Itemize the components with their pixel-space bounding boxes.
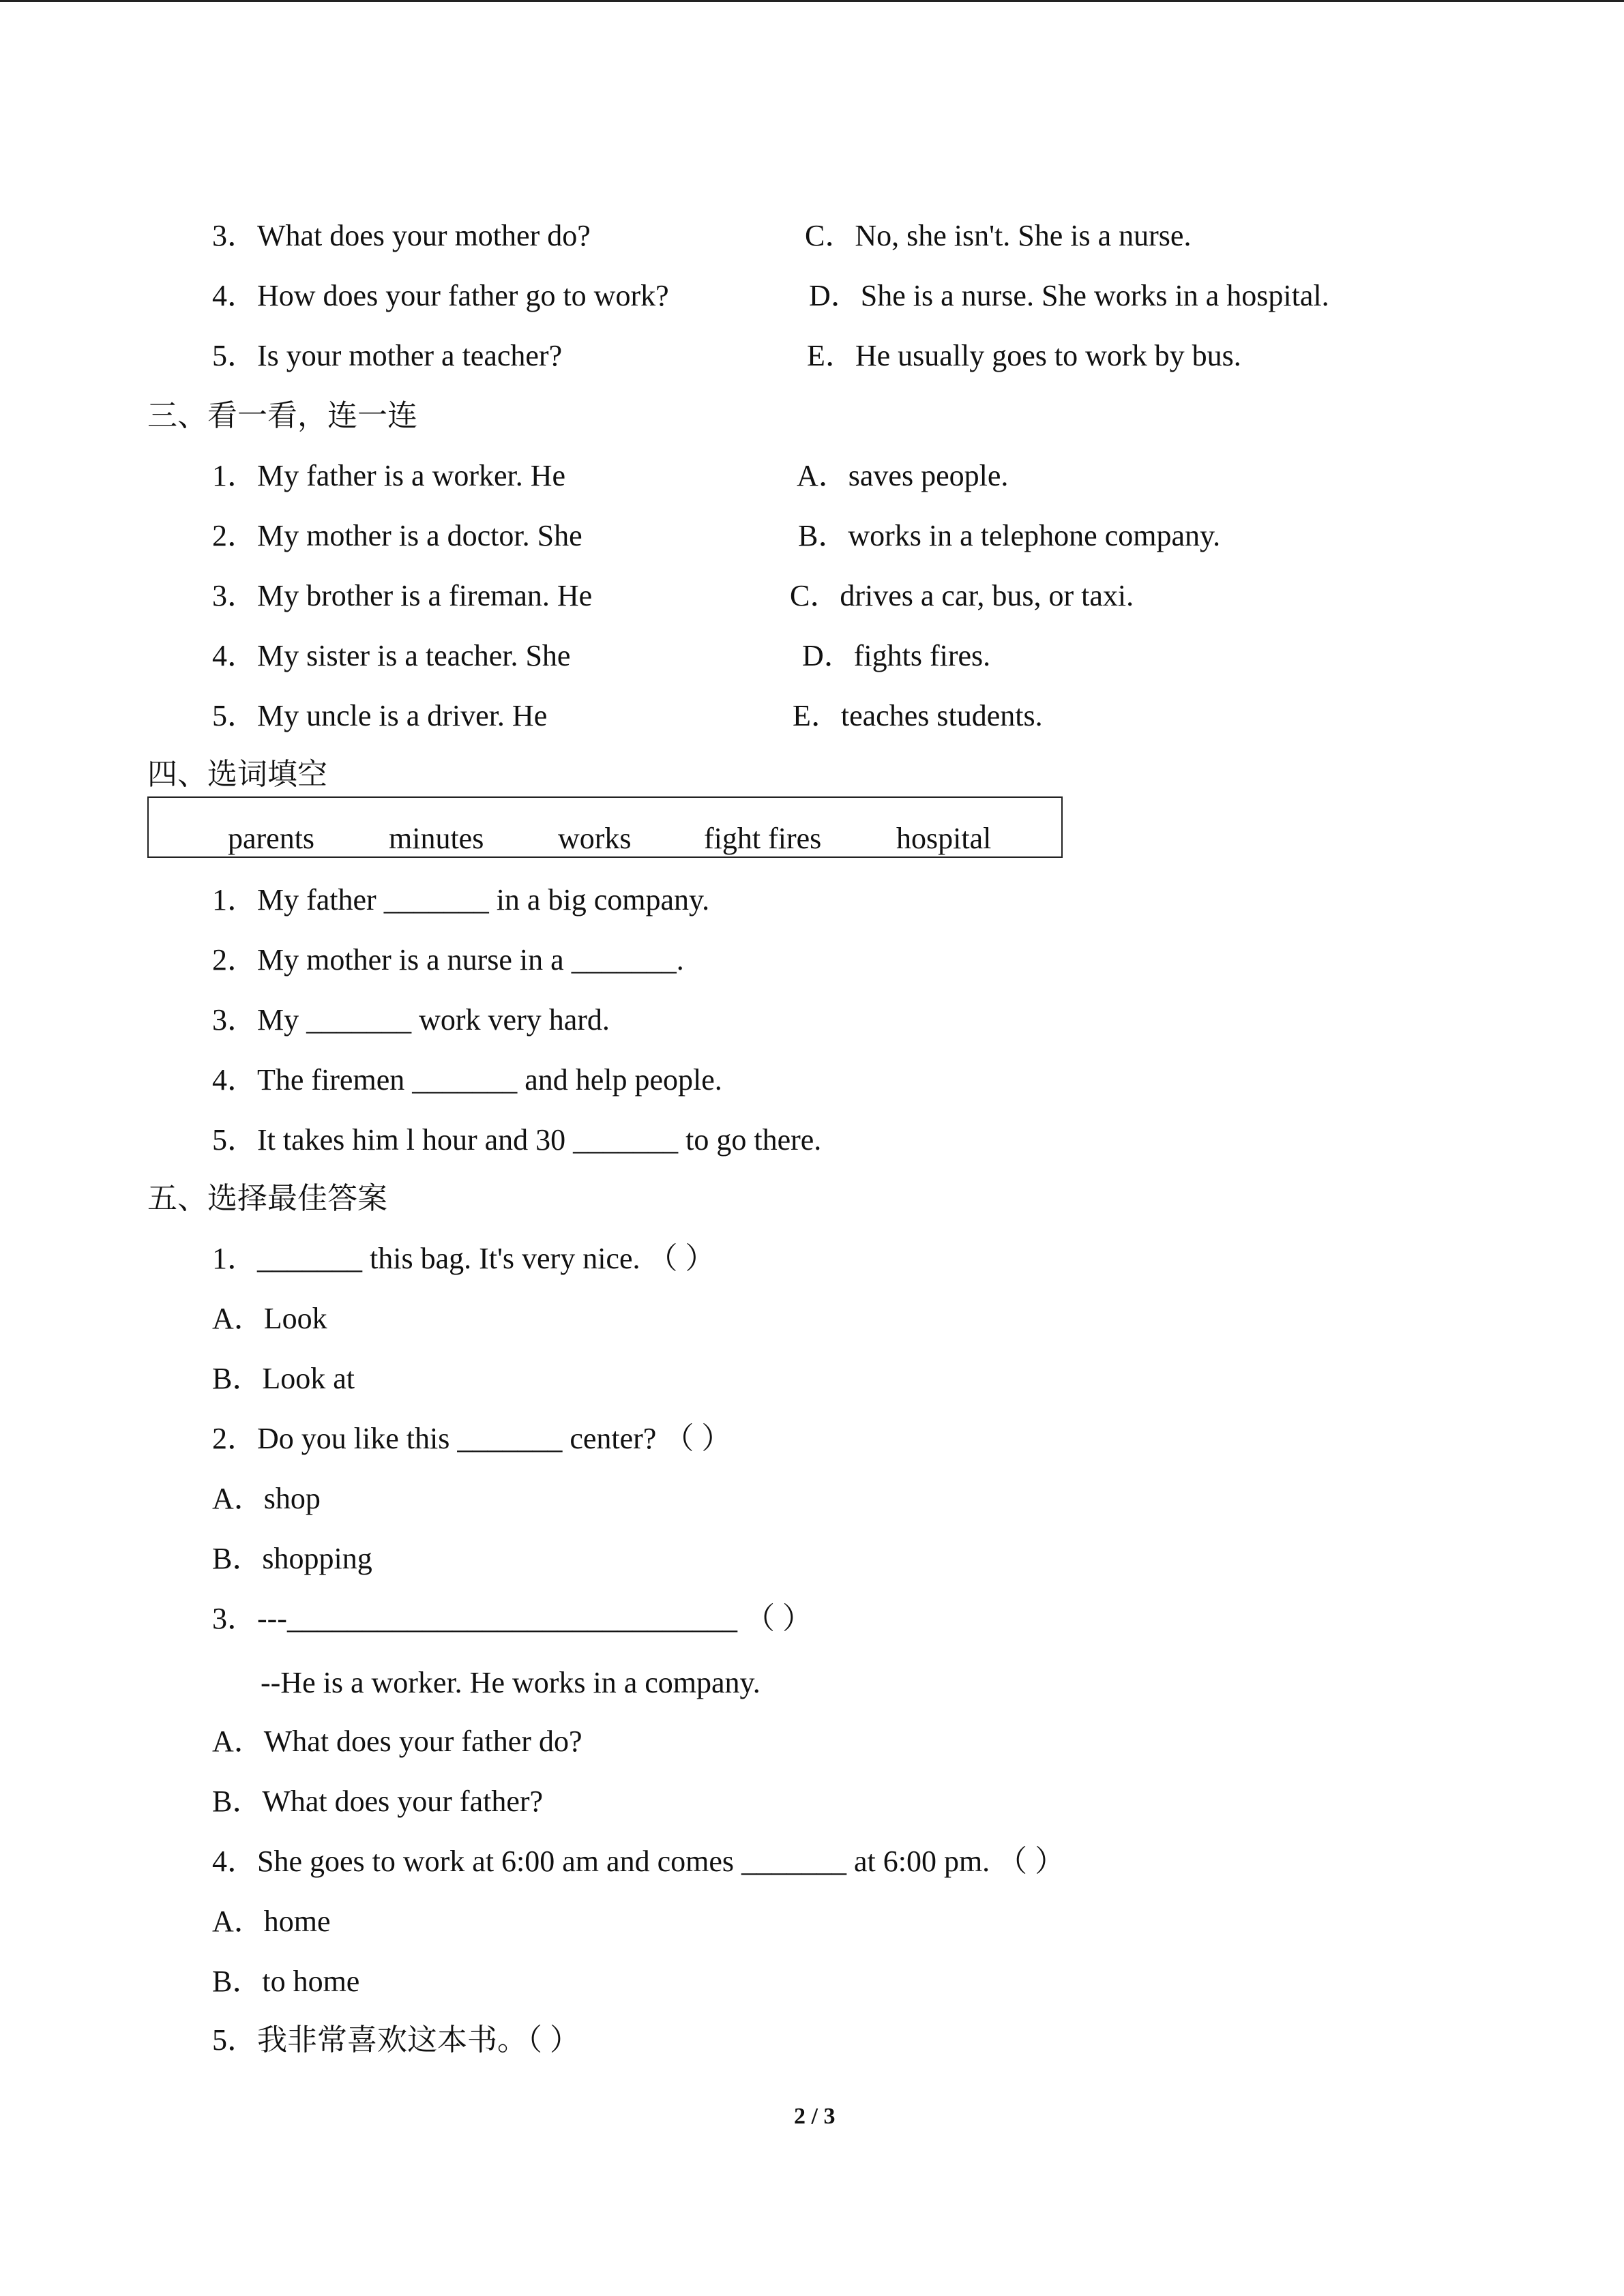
s4-item-3: 3．My _______ work very hard.: [212, 1003, 610, 1037]
word-bank-word: fight fires: [704, 822, 822, 855]
s3-right-b: B．works in a telephone company.: [798, 519, 1221, 552]
s3-left-3: 3．My brother is a fireman. He: [212, 579, 593, 612]
section4-title: 四、选词填空: [147, 758, 327, 791]
match-left-3: 3．What does your mother do?: [212, 219, 591, 252]
match-right-c: C．No, she isn't. She is a nurse.: [805, 219, 1192, 252]
s3-left-4: 4．My sister is a teacher. She: [212, 639, 571, 672]
s3-left-1: 1．My father is a worker. He: [212, 459, 566, 492]
match-left-4: 4．How does your father go to work?: [212, 279, 669, 312]
word-bank-word: works: [558, 822, 632, 855]
s5-q4: 4．She goes to work at 6:00 am and comes _______ at 6:00 pm. （ ）: [212, 1845, 1065, 1878]
s5-q3-option-a: A．What does your father do?: [212, 1725, 582, 1758]
s4-item-4: 4．The firemen _______ and help people.: [212, 1063, 722, 1097]
s5-q1-option-b: B．Look at: [212, 1362, 355, 1395]
word-bank-word: minutes: [389, 822, 484, 855]
s5-q2-option-b: B．shopping: [212, 1542, 372, 1575]
s5-q3-answer-line: --He is a worker. He works in a company.: [261, 1666, 761, 1699]
s4-item-2: 2．My mother is a nurse in a _______.: [212, 943, 684, 976]
match-right-e: E．He usually goes to work by bus.: [807, 339, 1241, 372]
s5-q3-option-b: B．What does your father?: [212, 1785, 544, 1818]
match-left-5: 5．Is your mother a teacher?: [212, 339, 563, 372]
s5-q2: 2．Do you like this _______ center? （ ）: [212, 1422, 732, 1455]
s3-right-d: D．fights fires.: [802, 639, 991, 672]
s3-left-5: 5．My uncle is a driver. He: [212, 699, 548, 732]
s4-item-1: 1．My father _______ in a big company.: [212, 883, 710, 916]
s5-q3: 3．---______________________________ （ ）: [212, 1602, 812, 1635]
s3-right-c: C．drives a car, bus, or taxi.: [790, 579, 1134, 612]
top-border: [0, 0, 1624, 2]
s5-q4-option-a: A．home: [212, 1905, 331, 1938]
s3-right-a: A．saves people.: [797, 459, 1009, 492]
s3-right-e: E．teaches students.: [793, 699, 1043, 732]
word-bank-word: parents: [228, 822, 315, 855]
match-right-d: D．She is a nurse. She works in a hospital.: [809, 279, 1329, 312]
s5-q1-option-a: A．Look: [212, 1302, 327, 1335]
section5-title: 五、选择最佳答案: [147, 1182, 387, 1215]
word-bank-word: hospital: [896, 822, 992, 855]
s5-q2-option-a: A．shop: [212, 1482, 321, 1515]
s5-q1: 1．_______ this bag. It's very nice. （ ）: [212, 1242, 715, 1275]
s5-q5: 5．我非常喜欢这本书。（ ）: [212, 2023, 580, 2057]
word-bank-box: [147, 796, 1063, 858]
s5-q4-option-b: B．to home: [212, 1965, 360, 1998]
s4-item-5: 5．It takes him l hour and 30 _______ to go there.: [212, 1123, 822, 1157]
section3-title: 三、看一看，连一连: [147, 399, 417, 432]
s3-left-2: 2．My mother is a doctor. She: [212, 519, 582, 552]
page-number: 2 / 3: [794, 2104, 836, 2129]
